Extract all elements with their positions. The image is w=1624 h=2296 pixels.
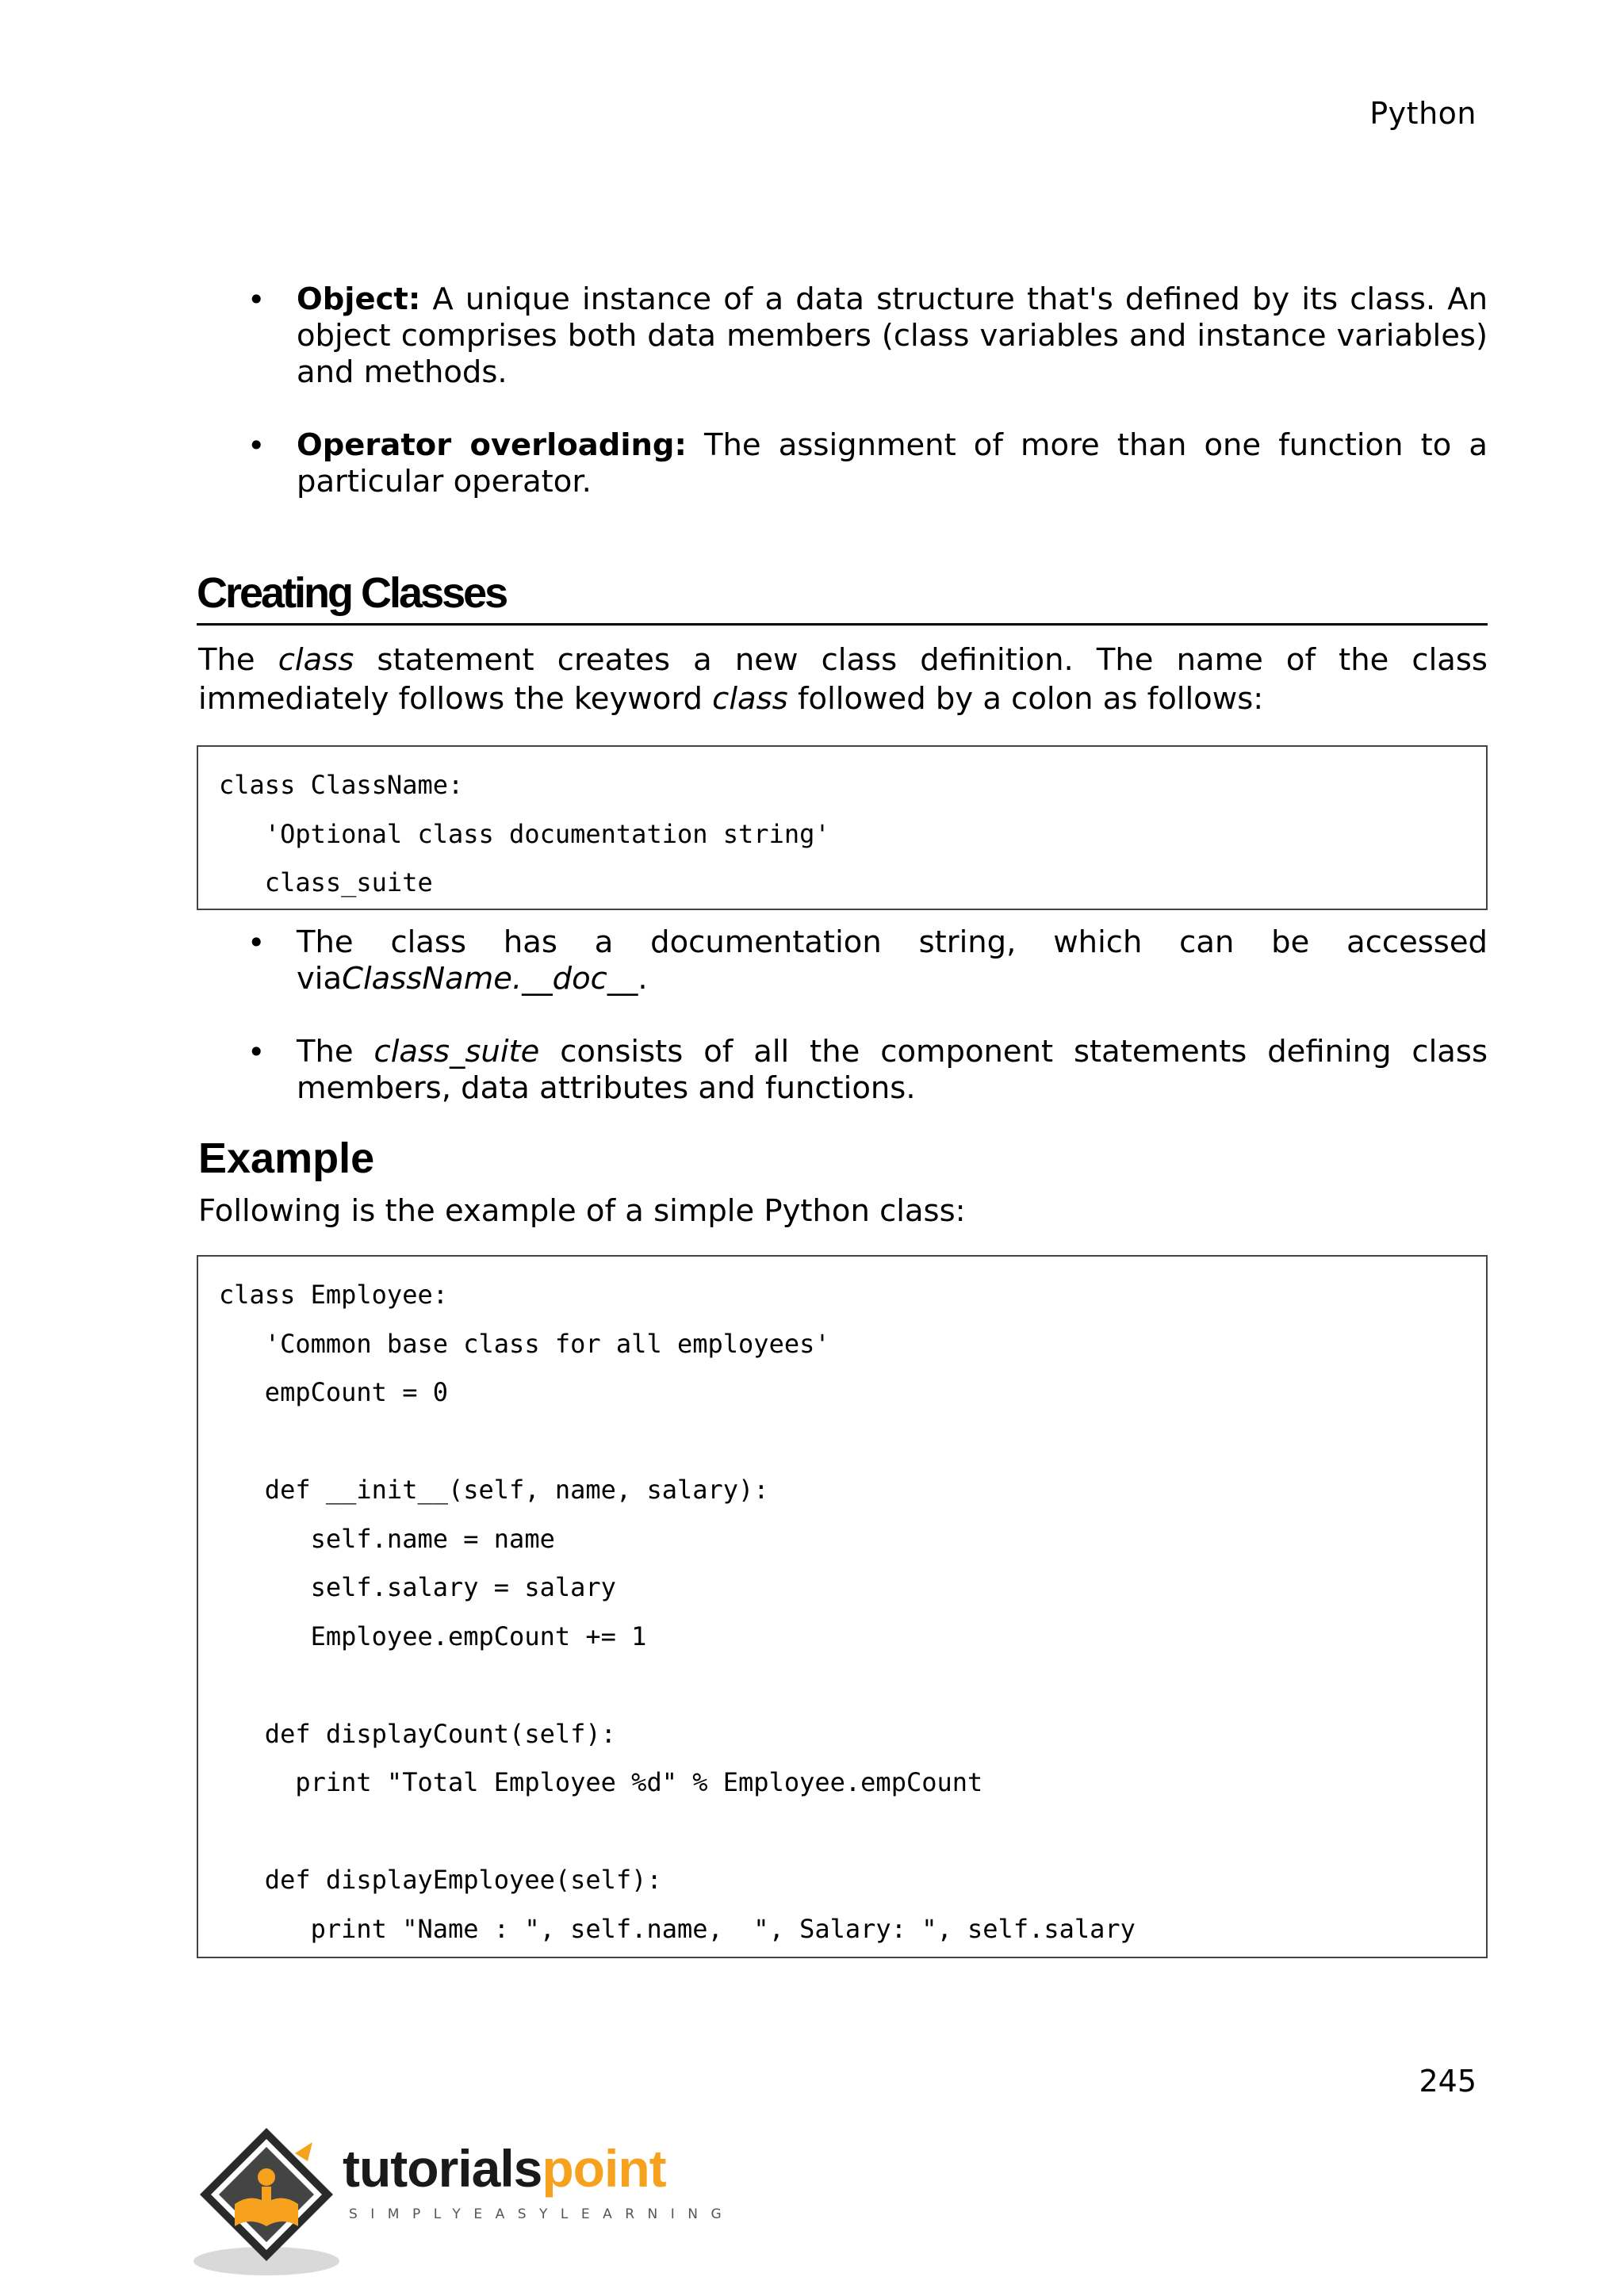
list-item [198, 1034, 1488, 1107]
logo-emblem-icon [193, 2125, 344, 2283]
example-intro: Following is the example of a simple Python class: [198, 1193, 966, 1229]
definition-term: Object: [297, 281, 421, 317]
bullet-icon: • [247, 1035, 266, 1070]
logo-tagline: SIMPLYEASYLEARNING [349, 2206, 735, 2222]
section-intro [198, 641, 1488, 718]
bullet-icon: • [247, 925, 266, 960]
logo-word-dark: tutorials [343, 2139, 542, 2198]
keyword-class: class [278, 642, 354, 678]
code-text: class Employee: 'Common base class for all employees' empCount = 0 def __init__(self, name, salary): self.name = name self.salary = salary Employee.empCount += 1 def displayCount(self): print "Total Employee %d" % Employee.empCount def displayEmployee(self): print "Name : ", self.name, ", Salary: ", self.salary [219, 1280, 1136, 1944]
page-header-title: Python [1369, 96, 1477, 131]
bullet-icon: • [247, 428, 266, 463]
intro-text: The [198, 642, 278, 678]
note-text: The class has a documentation string, which can be accessed via [297, 924, 1488, 997]
example-heading: Example [198, 1135, 375, 1182]
code-text: class ClassName: 'Optional class documentation string' class_suite [219, 770, 830, 897]
definition-text: The assignment of more than one function to a particular operator. [297, 427, 1488, 499]
logo-wordmark [343, 2141, 666, 2196]
list-item [198, 924, 1488, 997]
list-item [198, 427, 1488, 500]
tutorialspoint-logo [193, 2125, 735, 2283]
page-number: 245 [1419, 2064, 1477, 2099]
definition-text: A unique instance of a data structure that's defined by its class. An object comprises both data members (class variables and instance variables) and methods. [297, 281, 1488, 390]
note-text: . [638, 961, 648, 997]
note-text: consists of all the component statements defining class members, data attributes and functions. [297, 1034, 1488, 1106]
bullet-icon: • [247, 282, 266, 317]
intro-text: statement creates a new class definition. The name of the class immediately follows the keyword [198, 642, 1488, 717]
code-block-syntax [197, 745, 1488, 910]
note-emphasis: ClassName.__doc__ [342, 961, 638, 997]
notes-list [198, 924, 1488, 1107]
list-item [198, 281, 1488, 391]
code-block-example [197, 1255, 1488, 1958]
logo-word-orange: point [542, 2139, 666, 2198]
intro-text: followed by a colon as follows: [787, 681, 1264, 717]
keyword-class: class [712, 681, 788, 717]
definition-term: Operator overloading: [297, 427, 687, 463]
section-heading: Creating Classes [197, 569, 1488, 626]
definition-list [198, 281, 1488, 500]
note-emphasis: class_suite [373, 1034, 540, 1070]
note-text: The [297, 1034, 374, 1070]
